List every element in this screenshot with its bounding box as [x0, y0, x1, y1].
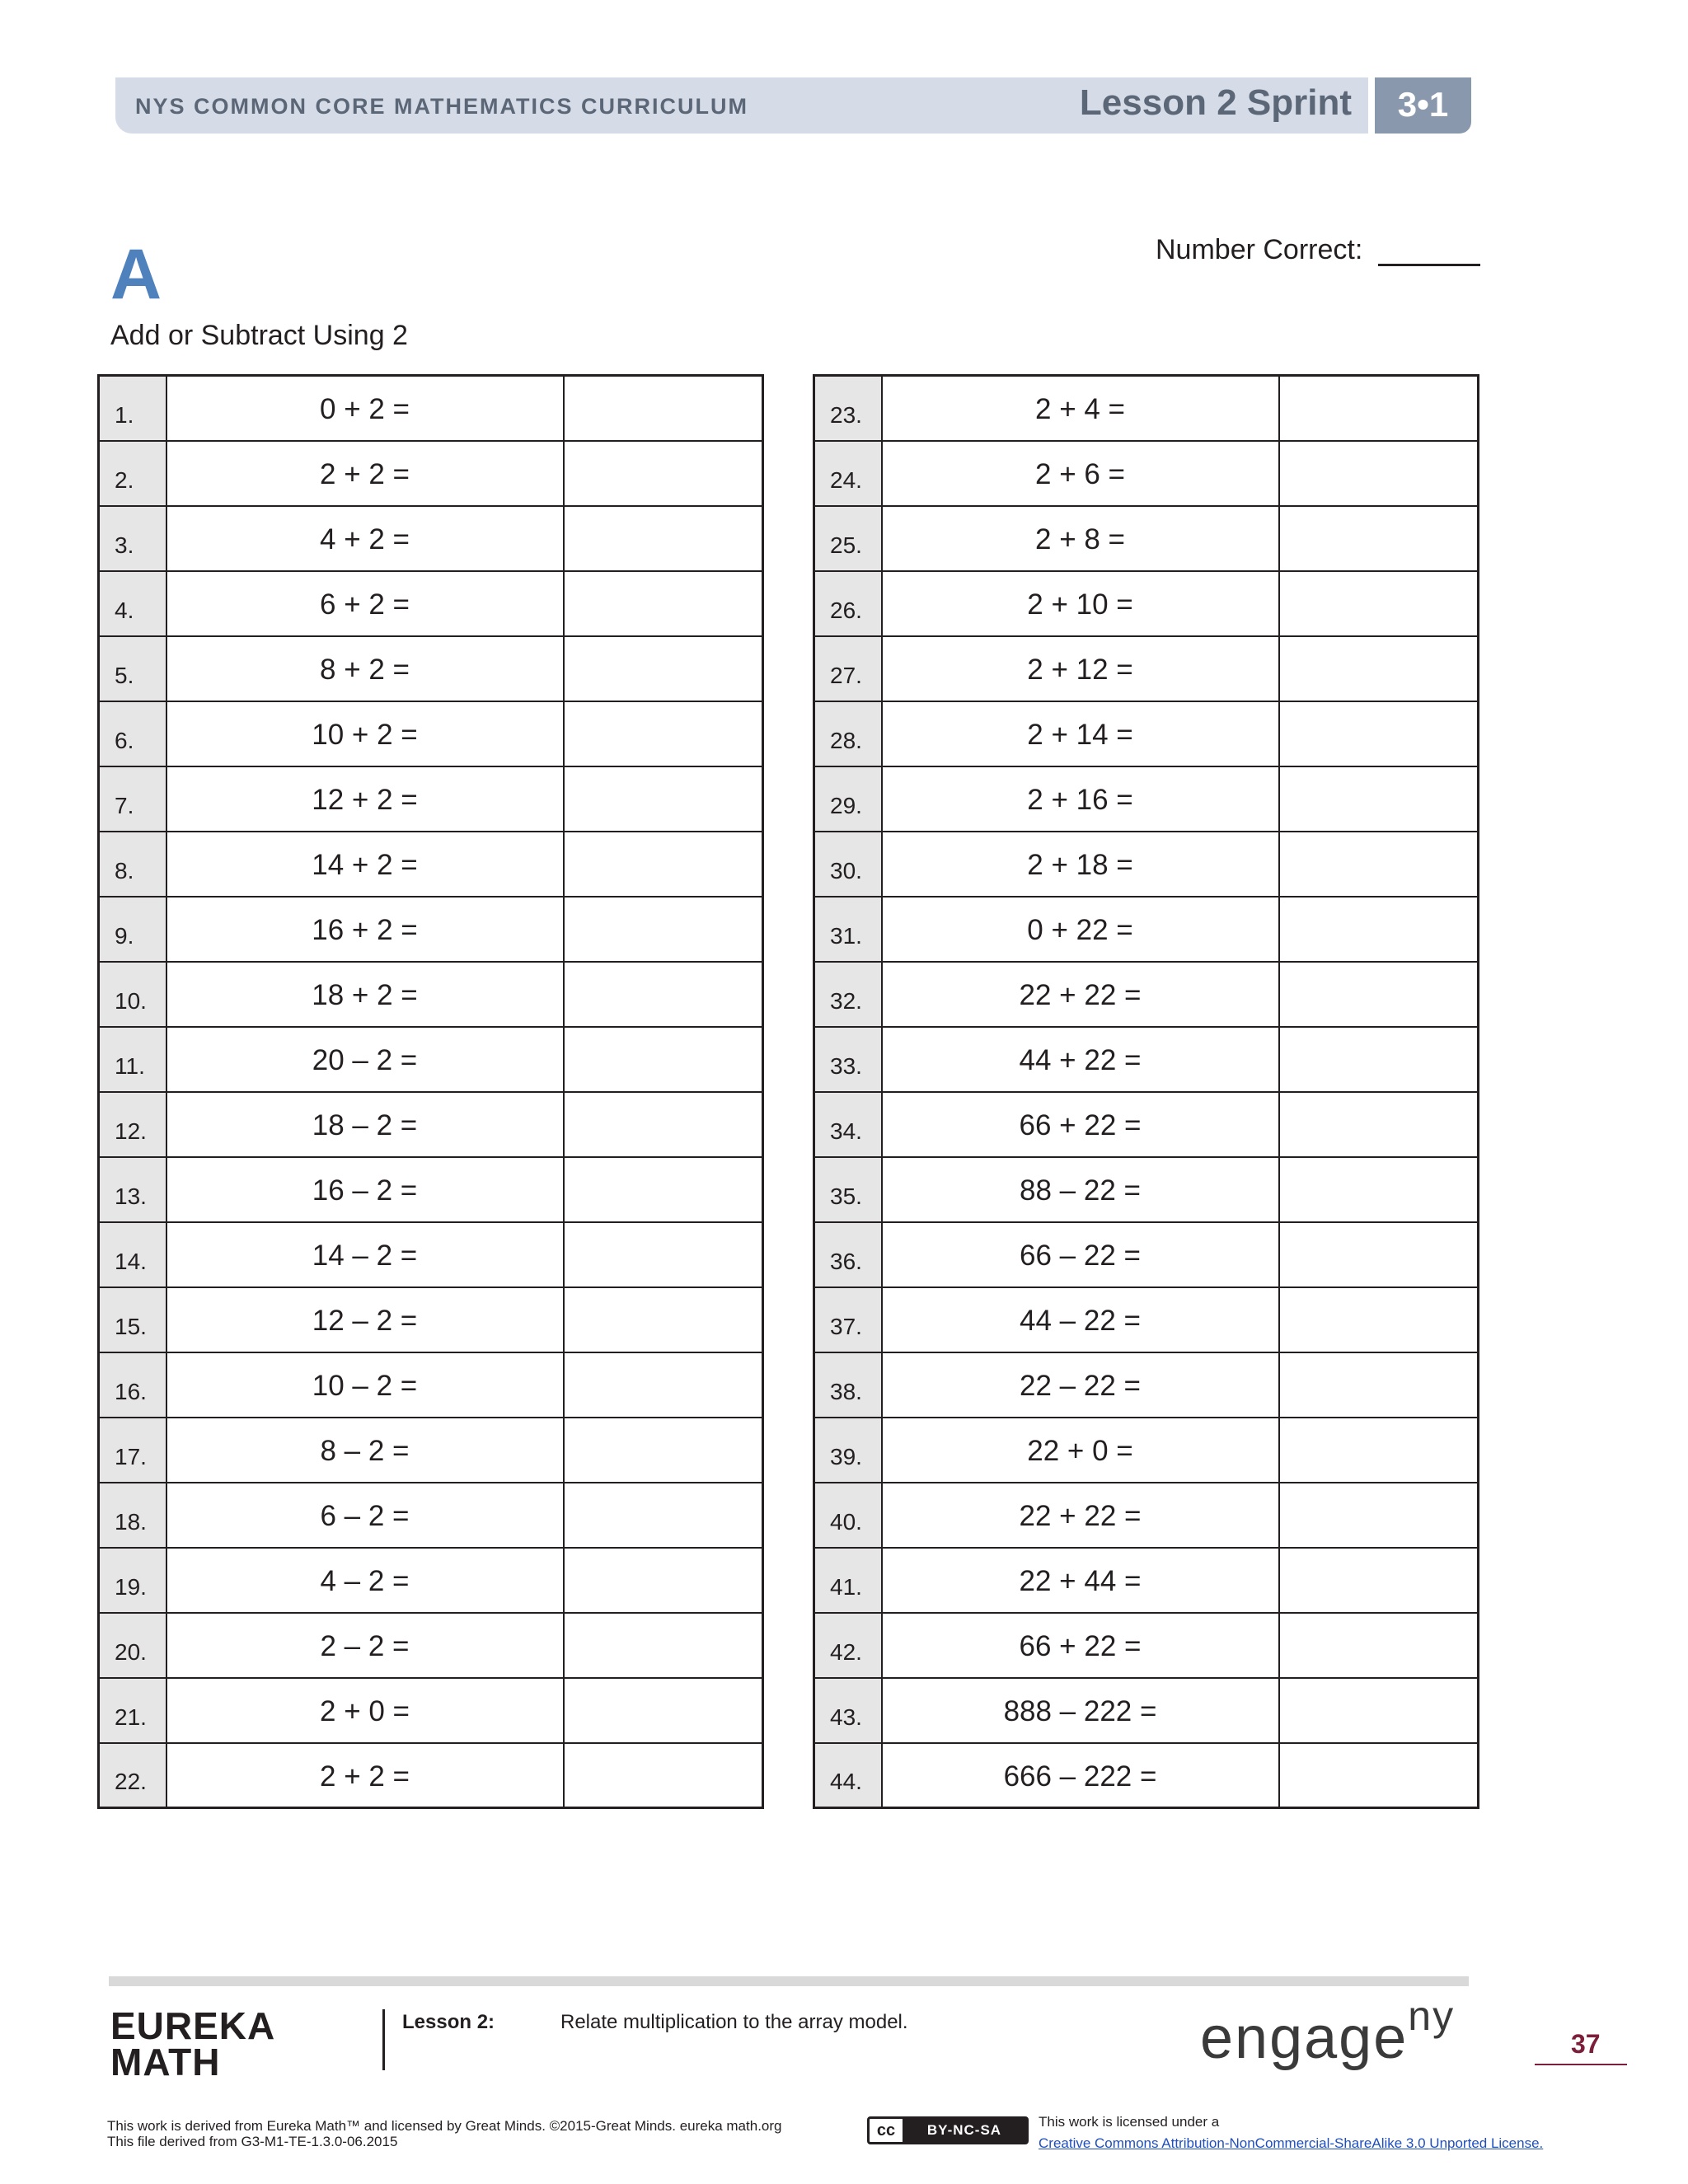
- problem-row: [99, 832, 763, 897]
- answer-cell[interactable]: [1279, 832, 1479, 897]
- problem-expression: 22 + 22 =: [882, 1483, 1279, 1548]
- problem-row: [814, 1352, 1479, 1418]
- problem-number: 43.: [814, 1678, 882, 1743]
- problem-row: [99, 441, 763, 506]
- answer-cell[interactable]: [1279, 571, 1479, 636]
- problem-row: [814, 1222, 1479, 1287]
- problem-number: 18.: [99, 1483, 166, 1548]
- problem-row: [99, 1027, 763, 1092]
- problem-expression: 2 + 4 =: [882, 376, 1279, 441]
- problem-row: [99, 1352, 763, 1418]
- problem-expression: 12 – 2 =: [166, 1287, 564, 1352]
- credit-line-1: This work is derived from Eureka Math™ and licensed by Great Minds. ©2015-Great Minds. eureka math.org: [107, 2118, 782, 2134]
- problem-number: 12.: [99, 1092, 166, 1157]
- problem-row: [99, 1092, 763, 1157]
- problem-number: 23.: [814, 376, 882, 441]
- problem-row: [814, 766, 1479, 832]
- problem-expression: 14 + 2 =: [166, 832, 564, 897]
- problem-row: [814, 1613, 1479, 1678]
- problem-row: [99, 376, 763, 441]
- answer-cell[interactable]: [564, 636, 763, 701]
- footer-objective: Relate multiplication to the array model.: [560, 2011, 908, 2033]
- problem-expression: 22 + 22 =: [882, 962, 1279, 1027]
- problem-expression: 22 + 0 =: [882, 1418, 1279, 1483]
- problem-row: [814, 1027, 1479, 1092]
- answer-cell[interactable]: [1279, 1157, 1479, 1222]
- problem-number: 4.: [99, 571, 166, 636]
- problem-expression: 2 + 8 =: [882, 506, 1279, 571]
- problem-row: [814, 1092, 1479, 1157]
- problem-number: 16.: [99, 1352, 166, 1418]
- problem-row: [814, 832, 1479, 897]
- problem-expression: 6 – 2 =: [166, 1483, 564, 1548]
- answer-cell[interactable]: [1279, 1222, 1479, 1287]
- problem-expression: 10 + 2 =: [166, 701, 564, 766]
- problem-row: [814, 1548, 1479, 1613]
- problem-row: [814, 962, 1479, 1027]
- eureka-logo-line2: MATH: [110, 2041, 221, 2083]
- problem-expression: 66 + 22 =: [882, 1092, 1279, 1157]
- problem-number: 38.: [814, 1352, 882, 1418]
- problem-table-left: [97, 374, 764, 1809]
- curriculum-title: NYS COMMON CORE MATHEMATICS CURRICULUM: [135, 94, 748, 119]
- problem-row: [99, 506, 763, 571]
- answer-cell[interactable]: [1279, 1483, 1479, 1548]
- problem-expression: 6 + 2 =: [166, 571, 564, 636]
- cc-badge-text: BY-NC-SA: [903, 2119, 1026, 2142]
- problem-number: 21.: [99, 1678, 166, 1743]
- answer-cell[interactable]: [564, 1287, 763, 1352]
- problem-expression: 20 – 2 =: [166, 1027, 564, 1092]
- answer-cell[interactable]: [1279, 897, 1479, 962]
- answer-cell[interactable]: [564, 1613, 763, 1678]
- answer-cell[interactable]: [1279, 1418, 1479, 1483]
- number-correct-blank[interactable]: [1378, 264, 1480, 266]
- answer-cell[interactable]: [1279, 1287, 1479, 1352]
- answer-cell[interactable]: [1279, 1678, 1479, 1743]
- answer-cell[interactable]: [564, 1092, 763, 1157]
- answer-cell[interactable]: [564, 506, 763, 571]
- eureka-math-logo: [110, 2004, 276, 2083]
- problem-expression: 2 + 18 =: [882, 832, 1279, 897]
- problem-number: 15.: [99, 1287, 166, 1352]
- problem-expression: 0 + 2 =: [166, 376, 564, 441]
- problem-number: 27.: [814, 636, 882, 701]
- problem-number: 39.: [814, 1418, 882, 1483]
- problem-expression: 44 – 22 =: [882, 1287, 1279, 1352]
- problem-number: 31.: [814, 897, 882, 962]
- answer-cell[interactable]: [1279, 636, 1479, 701]
- problem-row: [814, 636, 1479, 701]
- problem-number: 19.: [99, 1548, 166, 1613]
- problem-row: [99, 1418, 763, 1483]
- footer-credit: [107, 2118, 781, 2149]
- problem-row: [99, 1222, 763, 1287]
- problem-row: [99, 1287, 763, 1352]
- problem-number: 32.: [814, 962, 882, 1027]
- problem-expression: 2 + 16 =: [882, 766, 1279, 832]
- problem-expression: 2 + 10 =: [882, 571, 1279, 636]
- answer-cell[interactable]: [564, 1352, 763, 1418]
- answer-cell[interactable]: [564, 1548, 763, 1613]
- answer-cell[interactable]: [1279, 376, 1479, 441]
- problem-number: 1.: [99, 376, 166, 441]
- problem-expression: 8 – 2 =: [166, 1418, 564, 1483]
- problem-expression: 4 + 2 =: [166, 506, 564, 571]
- problem-row: [814, 506, 1479, 571]
- problem-row: [814, 1157, 1479, 1222]
- answer-cell[interactable]: [564, 832, 763, 897]
- problem-row: [814, 571, 1479, 636]
- number-correct-label: Number Correct:: [1156, 234, 1363, 265]
- answer-cell[interactable]: [564, 1483, 763, 1548]
- problem-row: [99, 1613, 763, 1678]
- footer-lesson-label: Lesson 2:: [402, 2011, 495, 2033]
- answer-cell[interactable]: [564, 1157, 763, 1222]
- problem-number: 5.: [99, 636, 166, 701]
- problem-expression: 66 – 22 =: [882, 1222, 1279, 1287]
- answer-cell[interactable]: [564, 962, 763, 1027]
- answer-cell[interactable]: [1279, 701, 1479, 766]
- answer-cell[interactable]: [1279, 1092, 1479, 1157]
- problem-number: 11.: [99, 1027, 166, 1092]
- problem-expression: 14 – 2 =: [166, 1222, 564, 1287]
- lesson-title: Lesson 2 Sprint: [1079, 82, 1352, 123]
- problem-number: 33.: [814, 1027, 882, 1092]
- problem-expression: 666 – 222 =: [882, 1743, 1279, 1808]
- problem-expression: 44 + 22 =: [882, 1027, 1279, 1092]
- problem-number: 30.: [814, 832, 882, 897]
- problem-number: 42.: [814, 1613, 882, 1678]
- problem-number: 28.: [814, 701, 882, 766]
- problem-expression: 18 + 2 =: [166, 962, 564, 1027]
- sprint-letter: A: [110, 235, 162, 314]
- problem-row: [99, 701, 763, 766]
- problem-number: 29.: [814, 766, 882, 832]
- problem-row: [814, 1418, 1479, 1483]
- sprint-title: Add or Subtract Using 2: [110, 320, 408, 351]
- answer-cell[interactable]: [564, 1027, 763, 1092]
- problem-row: [99, 897, 763, 962]
- answer-cell[interactable]: [1279, 506, 1479, 571]
- problem-row: [99, 571, 763, 636]
- problem-expression: 2 + 2 =: [166, 441, 564, 506]
- engage-logo-text: engage: [1200, 2005, 1409, 2071]
- problem-number: 22.: [99, 1743, 166, 1808]
- problem-expression: 2 – 2 =: [166, 1613, 564, 1678]
- problem-expression: 888 – 222 =: [882, 1678, 1279, 1743]
- problem-number: 24.: [814, 441, 882, 506]
- problem-expression: 16 – 2 =: [166, 1157, 564, 1222]
- eureka-logo-line1: EUREKA: [110, 2004, 276, 2047]
- answer-cell[interactable]: [564, 376, 763, 441]
- problem-row: [814, 376, 1479, 441]
- problem-number: 6.: [99, 701, 166, 766]
- problem-row: [99, 1743, 763, 1808]
- problem-number: 26.: [814, 571, 882, 636]
- problem-row: [99, 1483, 763, 1548]
- answer-cell[interactable]: [1279, 1548, 1479, 1613]
- problem-number: 17.: [99, 1418, 166, 1483]
- problem-row: [814, 1483, 1479, 1548]
- answer-cell[interactable]: [564, 766, 763, 832]
- problem-expression: 2 + 12 =: [882, 636, 1279, 701]
- problem-number: 41.: [814, 1548, 882, 1613]
- problem-row: [814, 441, 1479, 506]
- answer-cell[interactable]: [564, 701, 763, 766]
- answer-cell[interactable]: [564, 1222, 763, 1287]
- problem-number: 40.: [814, 1483, 882, 1548]
- answer-cell[interactable]: [564, 1678, 763, 1743]
- answer-cell[interactable]: [1279, 1743, 1479, 1808]
- problem-expression: 2 + 14 =: [882, 701, 1279, 766]
- problem-expression: 22 – 22 =: [882, 1352, 1279, 1418]
- problem-number: 3.: [99, 506, 166, 571]
- problem-number: 2.: [99, 441, 166, 506]
- engage-logo-sup: ny: [1408, 1993, 1456, 2039]
- footer-divider: [382, 2009, 385, 2070]
- problem-row: [99, 1157, 763, 1222]
- problem-expression: 18 – 2 =: [166, 1092, 564, 1157]
- problem-number: 44.: [814, 1743, 882, 1808]
- answer-cell[interactable]: [564, 1418, 763, 1483]
- problem-row: [99, 766, 763, 832]
- module-badge: 3•1: [1375, 77, 1471, 134]
- answer-cell[interactable]: [1279, 1352, 1479, 1418]
- engage-ny-logo: [1200, 1993, 1456, 2072]
- problem-row: [814, 701, 1479, 766]
- problem-expression: 22 + 44 =: [882, 1548, 1279, 1613]
- license-line-1: This work is licensed under a: [1039, 2114, 1220, 2130]
- problem-row: [99, 1548, 763, 1613]
- problem-expression: 2 + 2 =: [166, 1743, 564, 1808]
- problem-table-right: [813, 374, 1479, 1809]
- problem-number: 10.: [99, 962, 166, 1027]
- footer-rule: [109, 1976, 1469, 1986]
- answer-cell[interactable]: [1279, 1027, 1479, 1092]
- problem-expression: 4 – 2 =: [166, 1548, 564, 1613]
- answer-cell[interactable]: [564, 571, 763, 636]
- problem-row: [99, 962, 763, 1027]
- problem-number: 8.: [99, 832, 166, 897]
- answer-cell[interactable]: [1279, 1613, 1479, 1678]
- problem-number: 37.: [814, 1287, 882, 1352]
- answer-cell[interactable]: [564, 897, 763, 962]
- answer-cell[interactable]: [1279, 962, 1479, 1027]
- problem-expression: 8 + 2 =: [166, 636, 564, 701]
- problem-expression: 12 + 2 =: [166, 766, 564, 832]
- answer-cell[interactable]: [564, 441, 763, 506]
- license-text: [1039, 2111, 1543, 2154]
- answer-cell[interactable]: [564, 1743, 763, 1808]
- problem-expression: 0 + 22 =: [882, 897, 1279, 962]
- answer-cell[interactable]: [1279, 766, 1479, 832]
- problem-row: [814, 1287, 1479, 1352]
- credit-line-2: This file derived from G3-M1-TE-1.3.0-06.2015: [107, 2134, 398, 2149]
- problem-row: [814, 1743, 1479, 1808]
- page-number-underline: [1535, 2064, 1627, 2065]
- problem-row: [814, 897, 1479, 962]
- problem-number: 20.: [99, 1613, 166, 1678]
- problem-row: [99, 636, 763, 701]
- problem-expression: 2 + 6 =: [882, 441, 1279, 506]
- problem-expression: 16 + 2 =: [166, 897, 564, 962]
- problem-number: 7.: [99, 766, 166, 832]
- problem-expression: 66 + 22 =: [882, 1613, 1279, 1678]
- problem-row: [814, 1678, 1479, 1743]
- problem-expression: 2 + 0 =: [166, 1678, 564, 1743]
- problem-number: 14.: [99, 1222, 166, 1287]
- problem-row: [99, 1678, 763, 1743]
- problem-number: 34.: [814, 1092, 882, 1157]
- cc-license-badge[interactable]: [867, 2116, 1029, 2144]
- problem-expression: 10 – 2 =: [166, 1352, 564, 1418]
- problem-number: 13.: [99, 1157, 166, 1222]
- problem-number: 35.: [814, 1157, 882, 1222]
- answer-cell[interactable]: [1279, 441, 1479, 506]
- license-link[interactable]: Creative Commons Attribution-NonCommercial-ShareAlike 3.0 Unported License.: [1039, 2135, 1544, 2151]
- page-number: 37: [1571, 2029, 1601, 2059]
- cc-icon: cc: [876, 2121, 896, 2139]
- problem-number: 9.: [99, 897, 166, 962]
- problem-number: 25.: [814, 506, 882, 571]
- problem-number: 36.: [814, 1222, 882, 1287]
- problem-expression: 88 – 22 =: [882, 1157, 1279, 1222]
